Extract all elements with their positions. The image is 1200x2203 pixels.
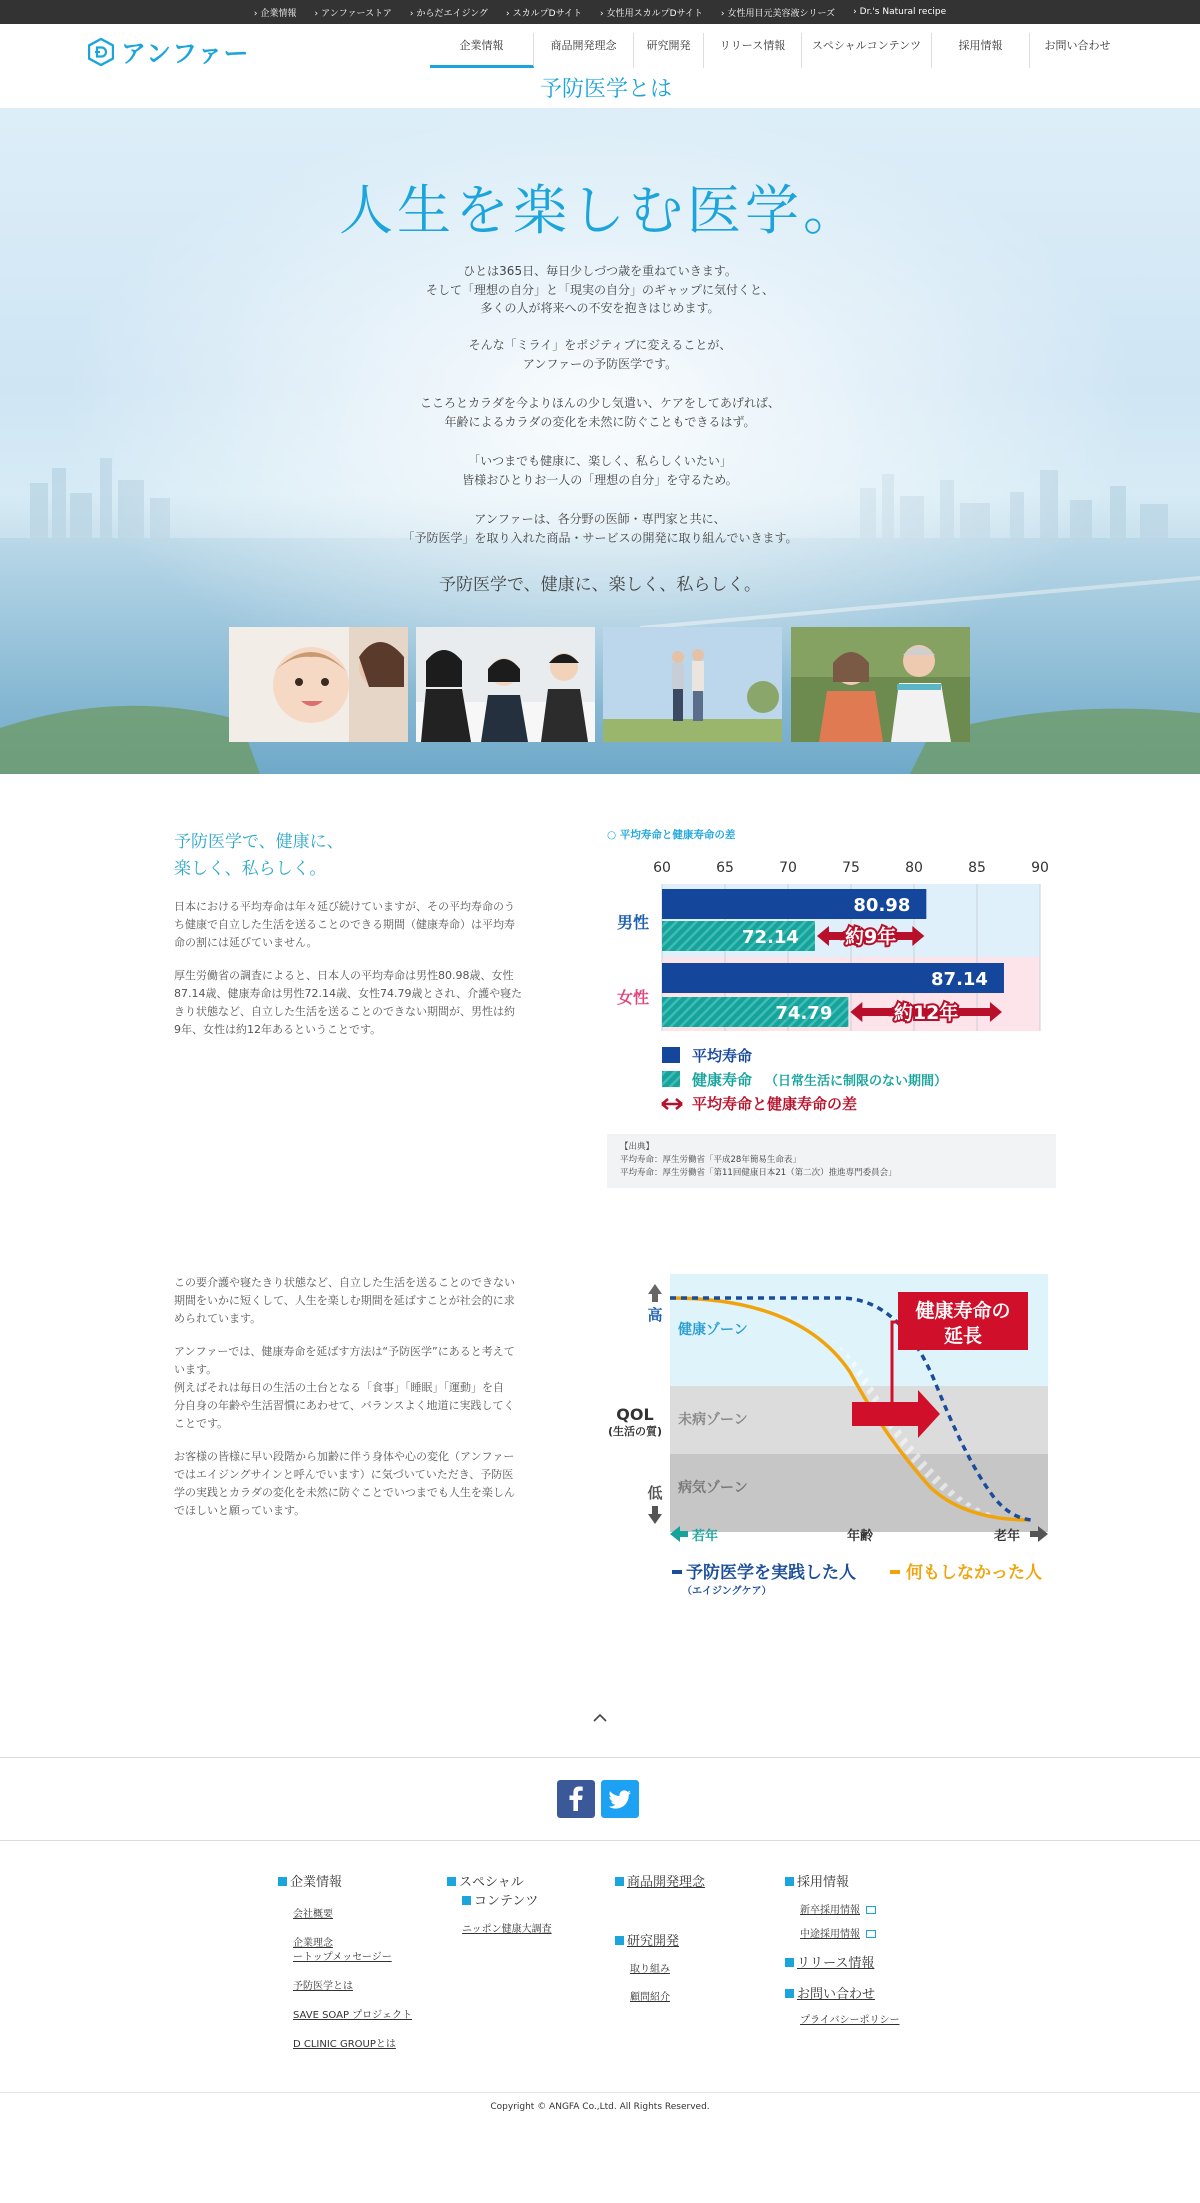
hero-line: そして「理想の自分」と「現実の自分」のギャップに気付くと、 — [425, 282, 774, 297]
link-line: ートップメッセージー — [293, 1952, 392, 1963]
nav-product-philosophy[interactable]: 商品開発理念 — [534, 33, 634, 68]
footer-link-health-survey[interactable]: ニッポン健康大調査 — [462, 1924, 552, 1935]
gap-label: 約12年 — [893, 1002, 959, 1024]
text-line: お客様の皆様に早い段階から加齢に伴う身体や心の変化（アンファー — [174, 1450, 515, 1463]
nav-research[interactable]: 研究開発 — [634, 33, 704, 68]
photo-seniors — [791, 627, 970, 742]
text-line: アンファーでは、健康寿命を延ばす方法は“予防医学”にあると考えて — [174, 1345, 515, 1358]
hero-line: アンファーは、各分野の医師・専門家と共に、 — [474, 512, 726, 526]
text-line: ではエイジングサインと呼んでいます）に気づいていただき、予防医 — [174, 1468, 514, 1481]
divider — [0, 2092, 1200, 2093]
source-note — [607, 1134, 1056, 1188]
footer-link-privacy[interactable]: プライバシーポリシー — [800, 2015, 900, 2026]
footer-link-initiatives[interactable]: 取り組み — [630, 1964, 670, 1975]
chart-caption: ○ 平均寿命と健康寿命の差 — [607, 829, 736, 841]
text-line: でほしいと願っています。 — [174, 1504, 306, 1517]
utility-link-corporate[interactable]: › 企業情報 — [254, 6, 297, 19]
footer-link-new-grad[interactable] — [800, 1904, 900, 1918]
hero-paragraph-2 — [0, 336, 1200, 373]
footer-column-corporate — [278, 1873, 412, 2052]
bar-value-label: 80.98 — [853, 895, 911, 916]
bar-value-label: 72.14 — [742, 927, 799, 948]
x-tick-label: 80 — [905, 860, 923, 876]
footer-heading-research[interactable]: 研究開発 — [615, 1932, 705, 1951]
footer-heading-recruit[interactable]: 採用情報 — [785, 1873, 900, 1892]
x-tick-label: 60 — [653, 860, 671, 876]
life-expectancy-chart — [600, 848, 1060, 1130]
hero-line: ひとは365日、毎日少しづつ歳を重ねていきます。 — [463, 264, 737, 278]
callout-text-2: 延長 — [943, 1325, 983, 1347]
text-line: います。 — [174, 1363, 218, 1376]
section1-paragraph-1 — [174, 898, 550, 952]
y-axis-sublabel: (生活の質) — [607, 1425, 663, 1438]
facebook-icon[interactable] — [557, 1780, 595, 1818]
hero-title: 人生を楽しむ医学。 — [339, 179, 861, 242]
footer-link-preventive-medicine[interactable]: 予防医学とは — [293, 1981, 353, 1992]
x-axis-young-label: 若年 — [692, 1529, 719, 1544]
text-line: ことです。 — [174, 1417, 229, 1430]
section1-heading — [174, 829, 344, 883]
callout-text-1: 健康寿命の — [915, 1300, 1011, 1322]
photo-couple — [603, 627, 782, 742]
x-axis-age-label: 年齢 — [846, 1529, 874, 1544]
nav-contact[interactable]: お問い合わせ — [1044, 39, 1111, 52]
heading-line: 予防医学で、健康に、 — [174, 832, 344, 852]
hero-line: アンファーの予防医学です。 — [522, 356, 678, 371]
header-ghost-title: 予防医学とは — [540, 77, 673, 102]
qol-chart — [600, 1262, 1060, 1604]
text-line: 分自身の年齢や生活習慣にあわせて、バランスよく地道に実践してく — [174, 1399, 515, 1412]
y-axis-down-arrow — [648, 1506, 662, 1524]
source-line: 【出典】 — [620, 1142, 655, 1152]
global-nav — [430, 33, 1125, 68]
text-line: 9年、女性は約12年あるということです。 — [174, 1023, 382, 1036]
text-line: 厚生労働省の調査によると、日本人の平均寿命は男性80.98歳、女性 — [174, 969, 514, 982]
divider — [0, 1840, 1200, 1841]
category-label-female: 女性 — [616, 988, 650, 1007]
utility-nav — [0, 0, 1200, 24]
bar-value-label: 74.79 — [775, 1003, 833, 1024]
nav-recruit[interactable]: 採用情報 — [932, 33, 1030, 68]
text-line: 87.14歳、健康寿命は男性72.14歳、女性74.79歳とされ、介護や寝た — [174, 987, 523, 1000]
zone-label-healthy: 健康ゾーン — [678, 1322, 748, 1338]
utility-link-body-aging[interactable]: › からだエイジング — [410, 6, 488, 19]
footer-link-mid-career[interactable] — [800, 1928, 900, 1942]
footer-link-company-overview[interactable]: 会社概要 — [293, 1909, 333, 1920]
legend-label-preventive: 予防医学を実践した人 — [686, 1563, 856, 1583]
page-top-chevron-icon[interactable] — [590, 1708, 610, 1728]
text-line: 日本における平均寿命は年々延び続けていますが、その平均寿命のう — [174, 900, 515, 913]
footer-heading-special-line2[interactable]: コンテンツ — [462, 1892, 552, 1911]
footer-heading-release[interactable]: リリース情報 — [785, 1954, 900, 1973]
heading-line: 楽しく、私らしく。 — [174, 859, 327, 879]
utility-link-scalp-d-women[interactable]: › 女性用スカルプDサイト — [600, 6, 703, 19]
utility-link-scalp-d[interactable]: › スカルプDサイト — [506, 6, 582, 19]
category-label-male: 男性 — [616, 913, 650, 932]
footer-link-save-soap[interactable]: SAVE SOAP プロジェクト — [293, 2010, 412, 2021]
hero-line: 多くの人が将来への不安を抱きはじめます。 — [480, 301, 720, 315]
footer-heading-product-philosophy[interactable]: 商品開発理念 — [615, 1873, 705, 1892]
gap-label: 約9年 — [845, 926, 897, 948]
footer-link-philosophy[interactable] — [293, 1937, 412, 1965]
text-line: 命の割には延びていません。 — [174, 936, 318, 949]
footer-column-product — [615, 1873, 705, 2005]
y-axis-label: QOL — [616, 1405, 654, 1424]
hero — [0, 108, 1200, 774]
legend-swatch-healthy — [662, 1071, 680, 1087]
hero-line: 「いつまでも健康に、楽しく、私らしくいたい」 — [468, 454, 732, 468]
twitter-icon[interactable] — [601, 1780, 639, 1818]
legend-swatch-gap — [662, 1099, 682, 1109]
legend-label-preventive-sub: （エイジングケア） — [682, 1586, 772, 1597]
hero-paragraph-3 — [0, 394, 1200, 431]
legend-label-no-care: 何もしなかった人 — [906, 1563, 1042, 1583]
x-tick-label: 65 — [716, 860, 734, 876]
utility-link-eye-serum[interactable]: › 女性用目元美容液シリーズ — [721, 6, 835, 19]
utility-link-natural-recipe[interactable]: › Dr.'s Natural recipe — [853, 7, 946, 17]
link-label: 中途採用情報 — [800, 1929, 860, 1940]
text-line: きり状態など、自立した生活を送ることのできない期間が、男性は約 — [174, 1005, 515, 1018]
logo[interactable] — [88, 34, 250, 70]
hero-catchphrase: 予防医学で、健康に、楽しく、私らしく。 — [439, 575, 761, 595]
divider — [0, 1757, 1200, 1758]
copyright: Copyright © ANGFA Co.,Ltd. All Rights Reserved. — [490, 2102, 710, 2112]
text-line: この要介護や寝たきり状態など、自立した生活を送ることのできない — [174, 1276, 515, 1289]
section2-paragraph-3 — [174, 1448, 550, 1520]
hero-paragraph-1 — [0, 262, 1200, 318]
footer-heading-contact[interactable]: お問い合わせ — [785, 1985, 900, 2004]
hero-line: 「予防医学」を取り入れた商品・サービスの開発に取り組んでいきます。 — [402, 530, 798, 545]
footer-column-special — [447, 1873, 552, 1937]
legend-label-gap: 平均寿命と健康寿命の差 — [692, 1095, 858, 1113]
y-axis-high-label: 高 — [647, 1306, 663, 1324]
external-window-icon — [866, 1930, 876, 1938]
hero-line: 皆様おひとりお一人の「理想の自分」を守るため。 — [462, 472, 738, 487]
link-line: 企業理念 — [293, 1938, 333, 1949]
nav-release[interactable]: リリース情報 — [704, 33, 802, 68]
footer-heading-special[interactable]: スペシャル — [447, 1873, 552, 1892]
hero-line: こころとカラダを今よりほんの少し気遣い、ケアをしてあげれば、 — [420, 396, 780, 410]
section1-paragraph-2 — [174, 967, 550, 1039]
x-tick-label: 90 — [1031, 860, 1049, 876]
source-line: 平均寿命：厚生労働省「第11回健康日本21（第二次）推進専門委員会」 — [620, 1168, 897, 1178]
section2-paragraph-2 — [174, 1343, 550, 1433]
section2-paragraph-1 — [174, 1274, 550, 1328]
hero-line: 年齢によるカラダの変化を未然に防ぐこともできるはず。 — [444, 414, 756, 429]
text-line: 例えばそれは毎日の生活の土台となる「食事」「睡眠」「運動」を自 — [174, 1381, 504, 1394]
nav-special-contents[interactable]: スペシャルコンテンツ — [802, 33, 932, 68]
external-window-icon — [866, 1906, 876, 1914]
hero-paragraph-4 — [0, 452, 1200, 489]
nav-corporate[interactable]: 企業情報 — [430, 33, 534, 68]
logo-text: アンファー — [121, 39, 250, 68]
bar-value-label: 87.14 — [931, 969, 988, 990]
footer-link-d-clinic[interactable]: D CLINIC GROUPとは — [293, 2039, 396, 2050]
legend-label-healthy-note: （日常生活に制限のない期間） — [765, 1074, 948, 1089]
hero-line: そんな「ミライ」をポジティブに変えることが、 — [468, 338, 732, 352]
x-axis-old-label: 老年 — [993, 1529, 1020, 1544]
y-axis-low-label: 低 — [647, 1484, 663, 1502]
text-line: 期間をいかに短くして、人生を楽しむ期間を延ばすことが社会的に求 — [174, 1294, 515, 1307]
x-tick-label: 75 — [842, 860, 860, 876]
footer-heading-corporate[interactable]: 企業情報 — [278, 1873, 412, 1892]
utility-link-store[interactable]: › アンファーストア — [314, 6, 391, 19]
footer-link-advisors[interactable]: 顧問紹介 — [630, 1992, 670, 2003]
footer-column-recruit — [785, 1873, 900, 2028]
text-line: ち健康で自立した生活を送ることのできる期間（健康寿命）は平均寿 — [174, 918, 515, 931]
photo-students — [416, 627, 595, 742]
legend-swatch-avg — [662, 1047, 680, 1063]
legend-label-avg: 平均寿命 — [692, 1047, 753, 1065]
text-line: 学の実践とカラダの変化を未然に防ぐことでいつまでも人生を楽しん — [174, 1486, 515, 1499]
header — [0, 24, 1200, 108]
source-line: 平均寿命：厚生労働省「平成28年簡易生命表」 — [620, 1155, 801, 1165]
link-label: 新卒採用情報 — [800, 1905, 860, 1916]
logo-mark-icon — [88, 38, 114, 66]
photo-baby — [229, 627, 408, 742]
y-axis-up-arrow — [648, 1284, 662, 1302]
text-line: められています。 — [174, 1312, 262, 1325]
hero-paragraph-5 — [0, 510, 1200, 547]
x-tick-label: 85 — [968, 860, 986, 876]
x-tick-label: 70 — [779, 860, 797, 876]
legend-label-healthy: 健康寿命 — [692, 1071, 753, 1089]
chart-legend — [662, 1047, 947, 1113]
zone-label-pre-disease: 未病ゾーン — [678, 1412, 748, 1428]
zone-label-disease: 病気ゾーン — [678, 1480, 748, 1496]
